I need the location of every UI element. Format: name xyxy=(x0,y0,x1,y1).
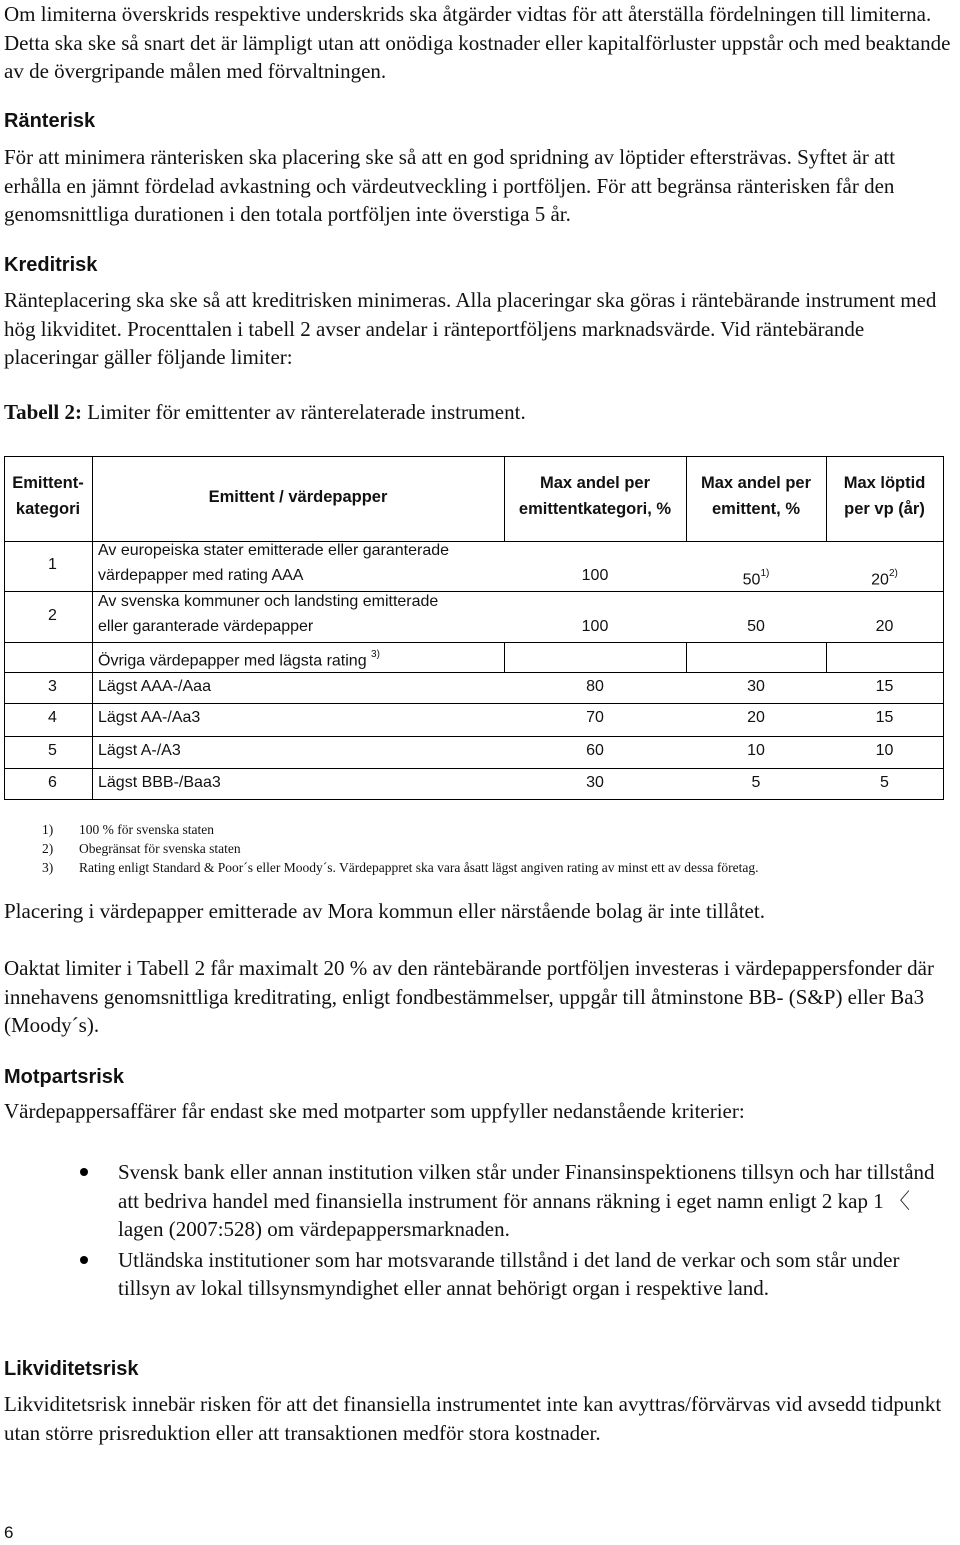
footnote-ref: 3) xyxy=(371,649,380,660)
row2-issuer-line: Av svenska kommuner och landsting emitterade xyxy=(98,593,439,610)
row2-issuer-line: eller garanterade värdepapper xyxy=(98,618,314,635)
motpartsrisk-paragraph: Värdepappersaffärer får endast ske med motparter som uppfyller nedanstående kriterier: xyxy=(4,1099,745,1123)
likviditetsrisk-paragraph: Likviditetsrisk innebär risken för att det finansiella instrumentet inte kan avyttras/förvärvas vid avsedd tidpunkt utan större prisreduktion eller att transaktionen medför stora kostnader. xyxy=(4,1392,942,1445)
footnote-ref: 2) xyxy=(888,568,898,579)
intro-paragraph: Om limiterna överskrids respektive underskrids ska åtgärder vidtas för att återställa fördelningen till limiterna. Detta ska ske så snart det är lämpligt utan att onödiga kostnader eller kapitalförluster uppstår och med beaktande av de övergripande målen med förvaltningen. xyxy=(4,2,951,83)
row1-issuer-line: värdepapper med rating AAA xyxy=(98,567,304,584)
value: 20 xyxy=(871,571,889,589)
header-text: per vp (år) xyxy=(844,500,925,518)
header-text: kategori xyxy=(15,500,81,518)
bullet-icon xyxy=(80,1168,88,1176)
table-rule xyxy=(943,456,944,800)
header-text: emittent, % xyxy=(711,500,800,518)
value: 50 xyxy=(742,571,761,589)
table-rule xyxy=(4,456,944,457)
row-max-category: 30 xyxy=(586,774,604,791)
table-rule xyxy=(4,736,944,737)
footnote-text: Obegränsat för svenska staten xyxy=(79,841,241,856)
heading-likviditetsrisk: Likviditetsrisk xyxy=(4,1358,139,1380)
row2-max-issuer: 50 xyxy=(747,618,765,635)
row-category: 5 xyxy=(48,742,57,759)
row-issuer: Lägst BBB-/Baa3 xyxy=(98,774,221,791)
ranterisk-paragraph: För att minimera ränterisken ska placering ske så att en god spridning av löptider eftersträvas. Syftet är att erhålla en jämnt fördelad avkastning och värdeutveckling i portföljen. För att begränsa ränterisken får den genomsnittliga durationen i den totala portföljen inte överstiga 5 år. xyxy=(4,145,896,226)
row2-category: 2 xyxy=(48,607,57,624)
header-max-andel-emittent xyxy=(686,470,826,522)
table-rule xyxy=(826,642,827,673)
row1-max-issuer xyxy=(686,563,826,592)
footnote-text: Rating enligt Standard & Poor´s eller Moody´s. Värdepappret ska vara åsatt lägst angiven rating av minst ett av dessa företag. xyxy=(79,860,759,875)
header-text: emittentkategori, % xyxy=(518,500,672,518)
row-max-maturity: 10 xyxy=(875,742,894,759)
row-max-maturity: 15 xyxy=(875,678,894,695)
row-issuer: Lägst A-/A3 xyxy=(98,742,181,759)
row1-issuer-line: Av europeiska stater emitterade eller garanterade xyxy=(98,542,450,559)
mora-paragraph: Placering i värdepapper emitterade av Mora kommun eller närstående bolag är inte tillåtet. xyxy=(4,899,765,923)
footnote-number: 2) xyxy=(42,841,54,856)
row-max-category: 80 xyxy=(586,678,604,695)
header-text: Max andel per xyxy=(539,474,651,492)
table-caption-text: Limiter för emittenter av ränterelaterade instrument. xyxy=(82,400,526,424)
oaktat-paragraph: Oaktat limiter i Tabell 2 får maximalt 20 % av den räntebärande portföljen investeras i värdepappersfonder där innehavens genomsnittliga kreditrating, enligt fondbestämmelser, uppgår till åtminstone BB- (S&P) eller Ba3 (Moody´s). xyxy=(4,956,934,1037)
kreditrisk-paragraph: Ränteplacering ska ske så att kreditrisken minimeras. Alla placeringar ska göras i räntebärande instrument med hög likviditet. Procenttalen i tabell 2 avser andelar i ränteportföljens marknadsvärde. Vid räntebärande placeringar gäller följande limiter: xyxy=(4,288,937,369)
table-rule xyxy=(686,642,687,673)
heading-kreditrisk: Kreditrisk xyxy=(4,254,98,276)
row2-issuer xyxy=(98,589,438,639)
criteria-list xyxy=(80,1158,950,1303)
list-item xyxy=(80,1246,950,1303)
list-item-text: Utländska institutioner som har motsvarande tillstånd i det land de verkar och som står under tillsyn av lokal tillsynsmyndighet eller annat behörigt organ i respektive land. xyxy=(118,1247,900,1300)
row-max-maturity: 15 xyxy=(875,709,894,726)
table-rule xyxy=(504,642,505,673)
row2-max-category: 100 xyxy=(581,618,609,635)
row1-max-maturity xyxy=(826,563,943,592)
row-max-category: 70 xyxy=(586,709,604,726)
header-emittent: Emittent / värdepapper xyxy=(208,488,388,506)
row-category: 3 xyxy=(48,678,57,695)
row-max-issuer: 10 xyxy=(747,742,765,759)
list-item xyxy=(80,1158,950,1244)
row-max-issuer: 20 xyxy=(747,709,765,726)
row-max-issuer: 5 xyxy=(751,774,761,791)
other-securities-label xyxy=(98,644,380,673)
list-item-text: Svensk bank eller annan institution vilken står under Finansinspektionens tillsyn och har tillstånd att bedriva handel med finansiella instrument för annans räkning i eget namn enligt 2 kap 1 〈 lagen (2007:528) om värdepappersmarknaden. xyxy=(118,1160,935,1241)
header-max-andel-kategori xyxy=(504,470,686,522)
row-max-issuer: 30 xyxy=(747,678,765,695)
row-max-category: 60 xyxy=(586,742,604,759)
row1-max-category: 100 xyxy=(581,567,609,584)
table-rule xyxy=(4,768,944,769)
row1-category: 1 xyxy=(48,556,57,573)
label-text: Övriga värdepapper med lägsta rating xyxy=(98,652,367,670)
heading-ranterisk: Ränterisk xyxy=(4,110,96,132)
limits-table xyxy=(4,456,944,800)
table-caption xyxy=(4,398,526,426)
footnote-ref: 1) xyxy=(760,568,770,579)
footnote-number: 1) xyxy=(42,822,54,837)
header-max-loptid xyxy=(826,470,943,522)
header-text: Emittent- xyxy=(12,474,84,492)
row-category: 6 xyxy=(48,774,57,791)
footnote-text: 100 % för svenska staten xyxy=(79,822,214,837)
table-rule xyxy=(4,799,944,800)
table-caption-label: Tabell 2: xyxy=(4,400,82,424)
row-issuer: Lägst AAA-/Aaa xyxy=(98,678,211,695)
header-text: Max löptid xyxy=(843,474,926,492)
footnote-number: 3) xyxy=(42,860,54,875)
row1-issuer xyxy=(98,538,449,588)
header-emittentkategori xyxy=(4,470,92,522)
row2-max-maturity: 20 xyxy=(875,618,894,635)
table-rule xyxy=(4,642,944,643)
row-issuer: Lägst AA-/Aa3 xyxy=(98,709,201,726)
table-rule xyxy=(4,703,944,704)
heading-motpartsrisk: Motpartsrisk xyxy=(4,1066,125,1088)
row-category: 4 xyxy=(48,709,57,726)
header-text: Max andel per xyxy=(700,474,812,492)
bullet-icon xyxy=(80,1256,88,1264)
row-max-maturity: 5 xyxy=(880,774,889,791)
page-number: 6 xyxy=(4,1523,14,1542)
